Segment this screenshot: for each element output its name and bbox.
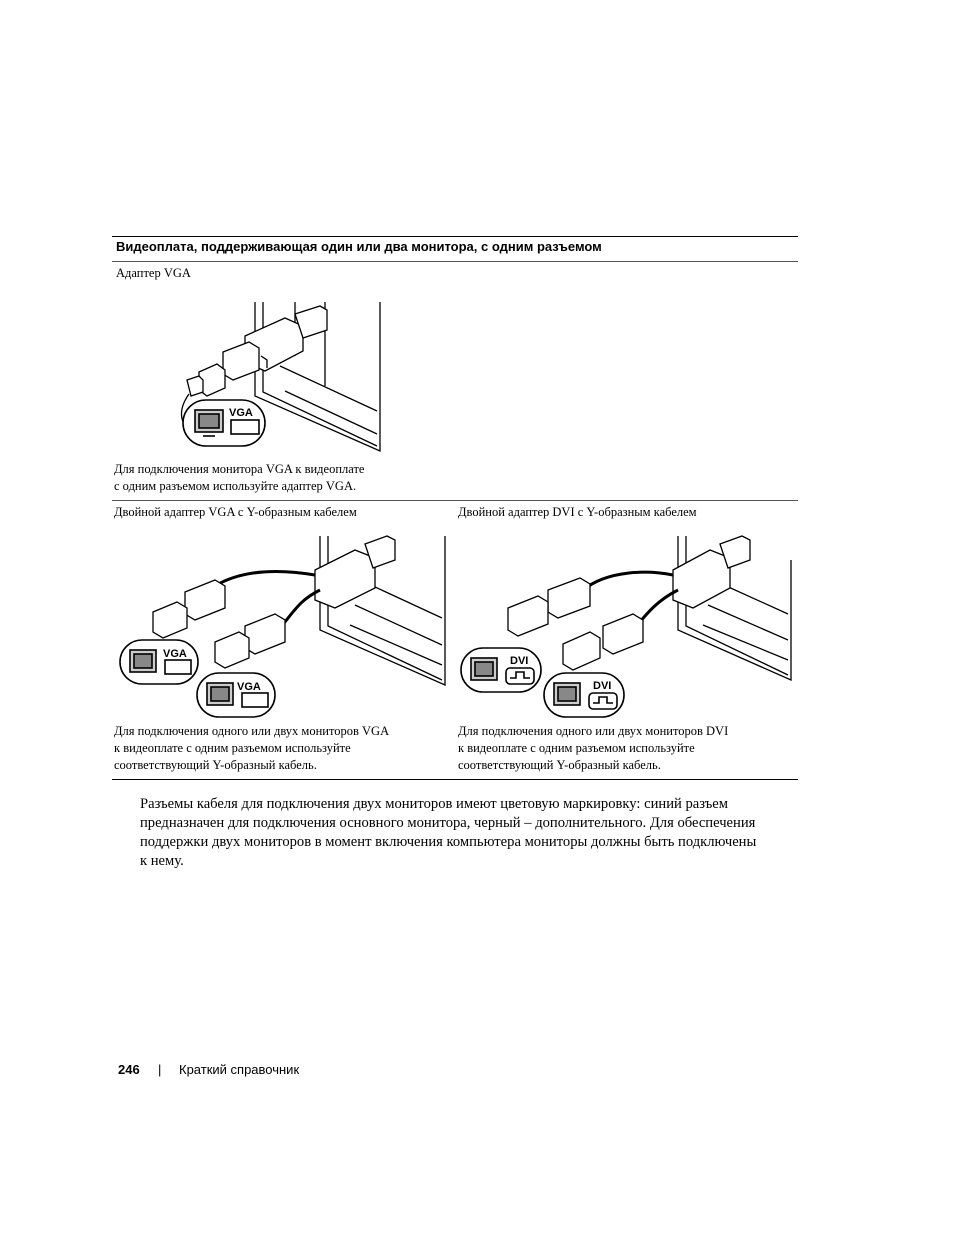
- paragraph-line: предназначен для подключения основного монитора, черный – дополнительного. Для обеспечения: [140, 815, 756, 831]
- caption-line: Для подключения одного или двух мониторов DVI: [458, 724, 729, 738]
- dual-vga-label: Двойной адаптер VGA с Y-образным кабелем: [114, 505, 357, 519]
- dual-vga-illustration: [115, 530, 450, 720]
- caption-line: соответствующий Y-образный кабель.: [458, 758, 661, 772]
- dvi-badge-label: DVI: [593, 680, 612, 692]
- table-title: Видеоплата, поддерживающая один или два монитора, с одним разъемом: [116, 239, 602, 254]
- page-number: 246: [118, 1062, 140, 1077]
- dual-dvi-label: Двойной адаптер DVI с Y-образным кабелем: [458, 505, 697, 519]
- vga-badge-label: VGA: [237, 681, 261, 693]
- vga-badge: [120, 640, 198, 684]
- vga-adapter-illustration: [175, 296, 385, 456]
- vga-adapter-icon: [223, 306, 327, 380]
- dvi-badge: [461, 648, 541, 692]
- caption-line: соответствующий Y-образный кабель.: [114, 758, 317, 772]
- table-bottom-rule: [112, 779, 798, 780]
- paragraph-line: Разъемы кабеля для подключения двух мониторов имеют цветовую маркировку: синий разъем: [140, 796, 729, 812]
- table-row-rule: [112, 500, 798, 501]
- dvi-splitter-icon: [673, 536, 750, 608]
- vga-badge-label: VGA: [163, 648, 187, 660]
- body-paragraph: [140, 795, 790, 871]
- caption-line: Для подключения одного или двух мониторов VGA: [114, 724, 390, 738]
- caption-line: к видеоплате с одним разъемом используйте: [458, 741, 695, 755]
- dvi-badge: [544, 673, 624, 717]
- vga-adapter-caption: [114, 461, 364, 495]
- caption-line: с одним разъемом используйте адаптер VGA.: [114, 479, 357, 493]
- vga-splitter-icon: [315, 536, 395, 608]
- caption-line: Для подключения монитора VGA к видеоплате: [114, 462, 365, 476]
- dual-vga-caption: [114, 723, 389, 774]
- dvi-badge-label: DVI: [510, 655, 529, 667]
- table-top-rule: [112, 236, 798, 237]
- footer-section-title: Краткий справочник: [179, 1062, 300, 1077]
- dual-dvi-illustration: [458, 530, 794, 720]
- vga-badge: [197, 673, 275, 717]
- dual-dvi-caption: [458, 723, 728, 774]
- table-header-rule: [112, 261, 798, 262]
- vga-adapter-label: Адаптер VGA: [116, 266, 191, 280]
- paragraph-line: поддержки двух мониторов в момент включения компьютера мониторы должны быть подключены: [140, 834, 757, 850]
- vga-badge-label: VGA: [229, 407, 253, 419]
- paragraph-line: к нему.: [140, 853, 184, 869]
- caption-line: к видеоплате с одним разъемом используйте: [114, 741, 351, 755]
- footer-separator: |: [158, 1062, 162, 1077]
